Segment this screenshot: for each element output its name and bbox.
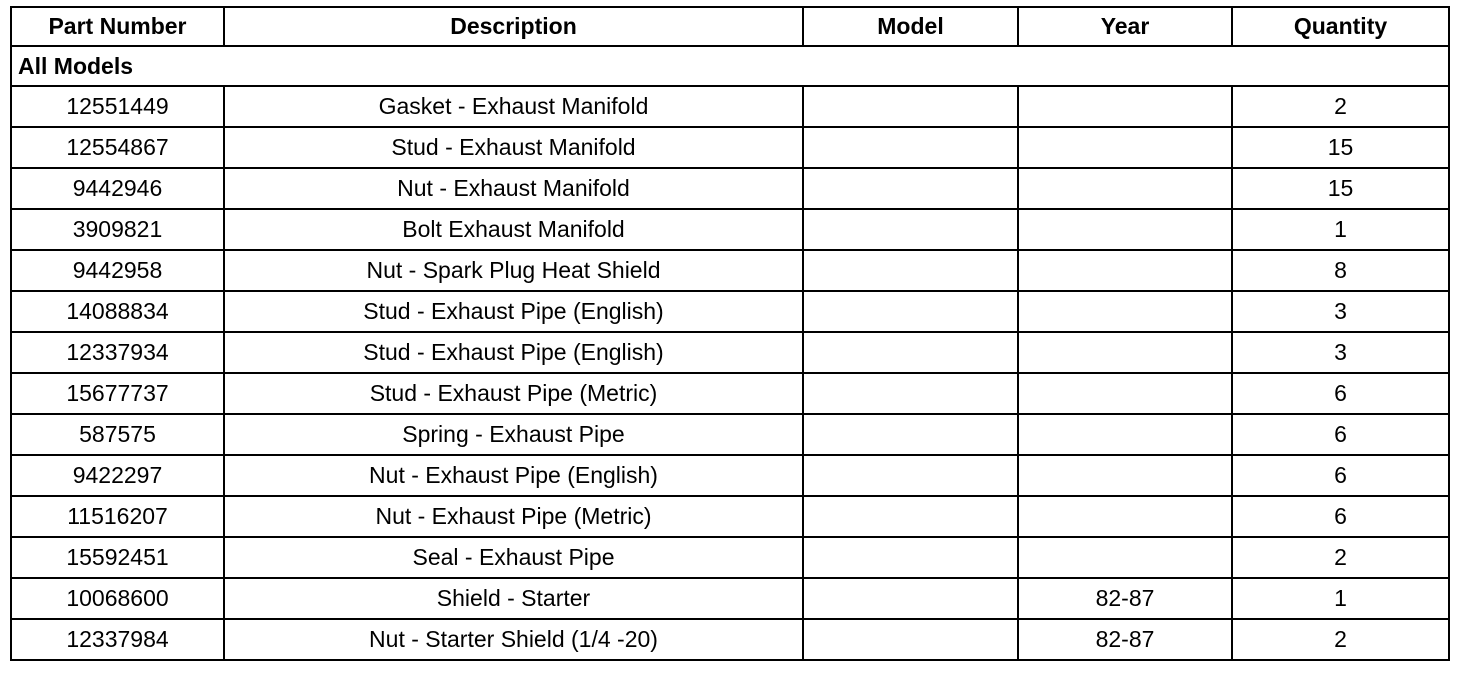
table-row — [11, 332, 1449, 373]
cell-part-number: 9442946 — [11, 168, 224, 209]
cell-quantity: 6 — [1232, 455, 1449, 496]
cell-model — [803, 127, 1018, 168]
cell-description: Nut - Spark Plug Heat Shield — [224, 250, 803, 291]
cell-description: Nut - Exhaust Manifold — [224, 168, 803, 209]
cell-model — [803, 250, 1018, 291]
cell-year — [1018, 209, 1232, 250]
cell-year — [1018, 291, 1232, 332]
cell-model — [803, 209, 1018, 250]
cell-part-number: 12337984 — [11, 619, 224, 660]
cell-model — [803, 168, 1018, 209]
cell-model — [803, 578, 1018, 619]
col-header-quantity: Quantity — [1232, 7, 1449, 46]
table-row — [11, 127, 1449, 168]
cell-description: Stud - Exhaust Pipe (English) — [224, 291, 803, 332]
cell-quantity: 6 — [1232, 373, 1449, 414]
cell-part-number: 9442958 — [11, 250, 224, 291]
cell-year — [1018, 373, 1232, 414]
cell-part-number: 14088834 — [11, 291, 224, 332]
cell-part-number: 15677737 — [11, 373, 224, 414]
table-row — [11, 250, 1449, 291]
cell-part-number: 12337934 — [11, 332, 224, 373]
cell-model — [803, 86, 1018, 127]
table-row — [11, 209, 1449, 250]
cell-description: Shield - Starter — [224, 578, 803, 619]
cell-description: Seal - Exhaust Pipe — [224, 537, 803, 578]
cell-description: Stud - Exhaust Pipe (Metric) — [224, 373, 803, 414]
table-row — [11, 414, 1449, 455]
cell-year — [1018, 250, 1232, 291]
group-row — [11, 46, 1449, 86]
cell-year — [1018, 332, 1232, 373]
cell-quantity: 2 — [1232, 537, 1449, 578]
cell-model — [803, 455, 1018, 496]
cell-description: Spring - Exhaust Pipe — [224, 414, 803, 455]
cell-model — [803, 332, 1018, 373]
cell-model — [803, 496, 1018, 537]
cell-description: Stud - Exhaust Pipe (English) — [224, 332, 803, 373]
group-label: All Models — [11, 46, 1449, 86]
table-row — [11, 578, 1449, 619]
cell-part-number: 12551449 — [11, 86, 224, 127]
table-header — [11, 7, 1449, 46]
table-row — [11, 619, 1449, 660]
cell-quantity: 6 — [1232, 496, 1449, 537]
cell-quantity: 3 — [1232, 332, 1449, 373]
cell-quantity: 1 — [1232, 578, 1449, 619]
cell-part-number: 11516207 — [11, 496, 224, 537]
cell-year: 82-87 — [1018, 578, 1232, 619]
cell-quantity: 15 — [1232, 168, 1449, 209]
table-row — [11, 291, 1449, 332]
cell-part-number: 10068600 — [11, 578, 224, 619]
cell-quantity: 2 — [1232, 86, 1449, 127]
cell-year — [1018, 127, 1232, 168]
table-row — [11, 496, 1449, 537]
col-header-year: Year — [1018, 7, 1232, 46]
cell-quantity: 6 — [1232, 414, 1449, 455]
cell-year — [1018, 496, 1232, 537]
col-header-part-number: Part Number — [11, 7, 224, 46]
cell-model — [803, 537, 1018, 578]
cell-description: Nut - Starter Shield (1/4 -20) — [224, 619, 803, 660]
parts-table — [10, 6, 1450, 661]
cell-description: Bolt Exhaust Manifold — [224, 209, 803, 250]
cell-part-number: 12554867 — [11, 127, 224, 168]
cell-model — [803, 373, 1018, 414]
cell-model — [803, 414, 1018, 455]
cell-description: Stud - Exhaust Manifold — [224, 127, 803, 168]
table-row — [11, 168, 1449, 209]
cell-year — [1018, 86, 1232, 127]
table-row — [11, 455, 1449, 496]
cell-part-number: 9422297 — [11, 455, 224, 496]
cell-model — [803, 619, 1018, 660]
cell-year — [1018, 168, 1232, 209]
cell-year — [1018, 414, 1232, 455]
cell-part-number: 15592451 — [11, 537, 224, 578]
cell-quantity: 15 — [1232, 127, 1449, 168]
table-row — [11, 373, 1449, 414]
col-header-model: Model — [803, 7, 1018, 46]
cell-model — [803, 291, 1018, 332]
cell-part-number: 3909821 — [11, 209, 224, 250]
table-row — [11, 537, 1449, 578]
table-row — [11, 86, 1449, 127]
table-body — [11, 46, 1449, 660]
cell-year — [1018, 455, 1232, 496]
cell-quantity: 3 — [1232, 291, 1449, 332]
cell-year: 82-87 — [1018, 619, 1232, 660]
cell-description: Nut - Exhaust Pipe (English) — [224, 455, 803, 496]
cell-part-number: 587575 — [11, 414, 224, 455]
header-row — [11, 7, 1449, 46]
cell-year — [1018, 537, 1232, 578]
cell-description: Gasket - Exhaust Manifold — [224, 86, 803, 127]
cell-description: Nut - Exhaust Pipe (Metric) — [224, 496, 803, 537]
col-header-description: Description — [224, 7, 803, 46]
cell-quantity: 1 — [1232, 209, 1449, 250]
cell-quantity: 2 — [1232, 619, 1449, 660]
cell-quantity: 8 — [1232, 250, 1449, 291]
